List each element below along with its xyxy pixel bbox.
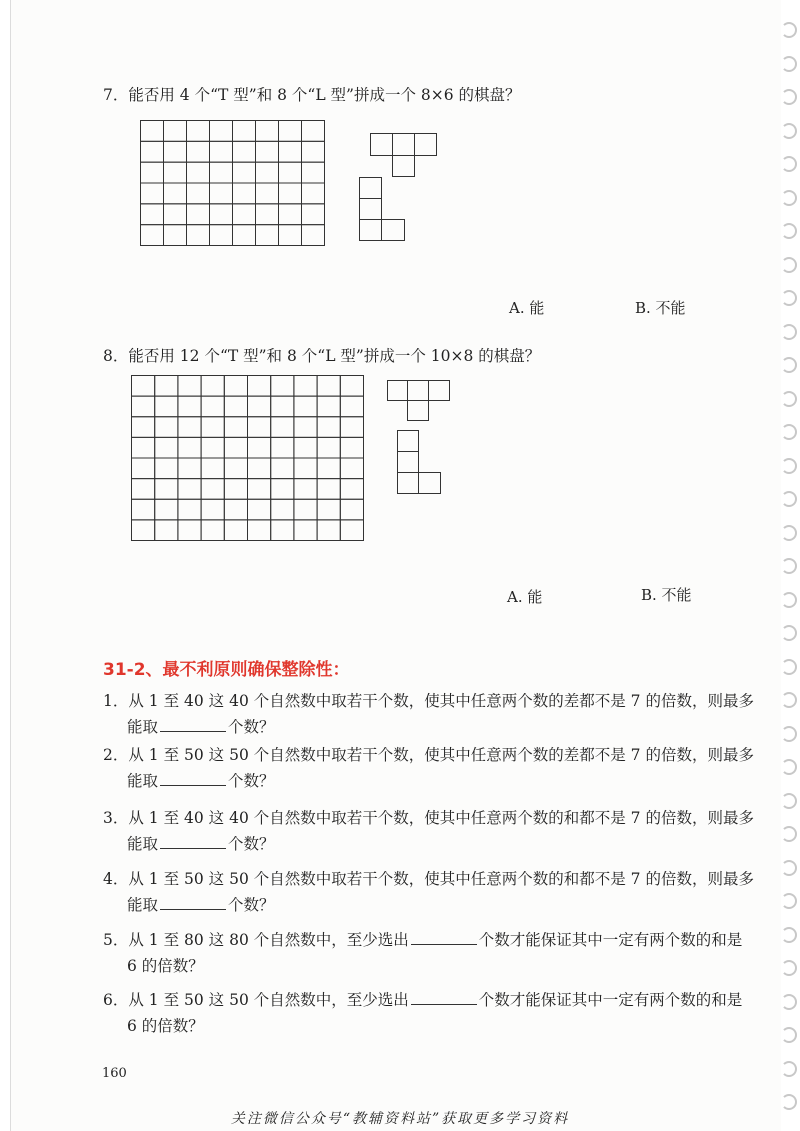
grid-cell xyxy=(178,499,201,520)
question-1-line2-pre: 能取 xyxy=(127,718,159,736)
question-5-line2: 6 的倍数？ xyxy=(127,957,204,975)
grid-cell xyxy=(164,225,187,246)
binder-ring xyxy=(781,156,797,172)
grid-cell xyxy=(317,499,340,520)
grid-cell xyxy=(187,162,210,183)
question-4 xyxy=(103,866,754,918)
t-piece-shape xyxy=(387,380,451,422)
grid-cell xyxy=(302,162,325,183)
binder-ring xyxy=(781,424,797,440)
grid-cell xyxy=(256,225,279,246)
binder-ring xyxy=(781,659,797,675)
question-1 xyxy=(103,688,754,740)
grid-cell xyxy=(141,141,164,162)
binder-ring xyxy=(781,525,797,541)
grid-cell xyxy=(317,417,340,438)
grid-cell xyxy=(155,479,178,500)
question-3-line1: 3．从 1 至 40 这 40 个自然数中取若干个数，使其中任意两个数的和都不是 7 的倍数，则最多 xyxy=(103,809,754,827)
grid-cell xyxy=(132,417,155,438)
grid-cell xyxy=(141,121,164,142)
grid-cell xyxy=(294,417,317,438)
grid-cell xyxy=(294,499,317,520)
answer-blank[interactable] xyxy=(160,715,226,732)
grid-cell xyxy=(164,183,187,204)
grid-cell xyxy=(294,479,317,500)
grid-cell xyxy=(256,121,279,142)
grid-8x6 xyxy=(140,120,325,246)
question-1-line1: 1．从 1 至 40 这 40 个自然数中取若干个数，使其中任意两个数的差都不是 7 的倍数，则最多 xyxy=(103,692,754,710)
question-5-line1-post: 个数才能保证其中一定有两个数的和是 xyxy=(478,931,743,949)
grid-cell xyxy=(178,396,201,417)
grid-cell xyxy=(279,183,302,204)
grid-cell xyxy=(271,520,294,541)
grid-cell xyxy=(210,141,233,162)
grid-cell xyxy=(201,417,224,438)
binder-ring xyxy=(781,826,797,842)
binder-ring xyxy=(781,223,797,239)
grid-cell xyxy=(317,376,340,397)
grid-cell xyxy=(317,458,340,479)
grid-cell xyxy=(141,183,164,204)
grid-cell xyxy=(201,520,224,541)
grid-cell xyxy=(155,376,178,397)
grid-cell xyxy=(132,437,155,458)
grid-cell xyxy=(233,225,256,246)
question-6-line1-post: 个数才能保证其中一定有两个数的和是 xyxy=(478,991,743,1009)
question-2-line1: 2．从 1 至 50 这 50 个自然数中取若干个数，使其中任意两个数的差都不是 7 的倍数，则最多 xyxy=(103,746,754,764)
question-3 xyxy=(103,805,754,857)
grid-cell xyxy=(279,204,302,225)
footer-note: 关注微信公众号“教辅资料站”获取更多学习资料 xyxy=(230,1111,570,1127)
question-4-line1: 4．从 1 至 50 这 50 个自然数中取若干个数，使其中任意两个数的和都不是 7 的倍数，则最多 xyxy=(103,870,754,888)
grid-cell xyxy=(201,396,224,417)
question-2-line2-pre: 能取 xyxy=(127,772,159,790)
binder-ring xyxy=(781,357,797,373)
grid-cell xyxy=(294,376,317,397)
grid-cell xyxy=(210,204,233,225)
grid-cell xyxy=(187,121,210,142)
grid-cell xyxy=(233,204,256,225)
grid-cell xyxy=(340,520,363,541)
binder-ring xyxy=(781,1094,797,1110)
binder-ring xyxy=(781,994,797,1010)
grid-cell xyxy=(178,520,201,541)
grid-cell xyxy=(256,204,279,225)
grid-cell xyxy=(248,396,271,417)
binder-ring xyxy=(781,290,797,306)
grid-cell xyxy=(141,162,164,183)
grid-cell xyxy=(302,225,325,246)
grid-cell xyxy=(248,458,271,479)
grid-cell xyxy=(224,499,247,520)
grid-cell xyxy=(271,396,294,417)
grid-cell xyxy=(279,121,302,142)
answer-blank[interactable] xyxy=(160,832,226,849)
grid-cell xyxy=(141,225,164,246)
grid-cell xyxy=(164,204,187,225)
grid-cell xyxy=(132,458,155,479)
l-piece-shape xyxy=(397,430,443,494)
grid-cell xyxy=(210,183,233,204)
grid-cell xyxy=(224,458,247,479)
grid-cell xyxy=(187,225,210,246)
grid-cell xyxy=(271,376,294,397)
grid-cell xyxy=(248,520,271,541)
grid-cell xyxy=(248,376,271,397)
question-7-option-b[interactable]: B. 不能 xyxy=(635,299,686,317)
answer-blank[interactable] xyxy=(160,893,226,910)
binder-ring xyxy=(781,491,797,507)
grid-cell xyxy=(256,183,279,204)
binder-ring xyxy=(781,89,797,105)
binder-ring xyxy=(781,391,797,407)
grid-cell xyxy=(187,183,210,204)
grid-cell xyxy=(233,183,256,204)
grid-cell xyxy=(132,396,155,417)
answer-blank[interactable] xyxy=(411,928,477,945)
question-4-line2-post: 个数？ xyxy=(228,896,275,914)
binder-ring xyxy=(781,726,797,742)
binder-ring xyxy=(781,860,797,876)
question-3-line2-post: 个数？ xyxy=(228,835,275,853)
question-8-text: 8．能否用 12 个“T 型”和 8 个“L 型”拼成一个 10×8 的棋盘？ xyxy=(103,347,541,365)
grid-cell xyxy=(340,437,363,458)
grid-cell xyxy=(141,204,164,225)
grid-cell xyxy=(155,499,178,520)
grid-cell xyxy=(132,499,155,520)
grid-cell xyxy=(224,417,247,438)
t-piece-shape xyxy=(370,133,438,177)
grid-cell xyxy=(271,499,294,520)
question-1-line2-post: 个数？ xyxy=(228,718,275,736)
grid-cell xyxy=(340,396,363,417)
grid-cell xyxy=(317,520,340,541)
grid-cell xyxy=(294,458,317,479)
binder-ring xyxy=(781,1061,797,1077)
grid-cell xyxy=(201,376,224,397)
question-7-text: 7．能否用 4 个“T 型”和 8 个“L 型”拼成一个 8×6 的棋盘？ xyxy=(103,86,521,104)
grid-cell xyxy=(294,396,317,417)
binder-ring xyxy=(781,592,797,608)
binder-ring xyxy=(781,558,797,574)
grid-cell xyxy=(224,396,247,417)
grid-cell xyxy=(248,479,271,500)
binder-ring xyxy=(781,793,797,809)
grid-cell xyxy=(279,162,302,183)
grid-cell xyxy=(340,458,363,479)
grid-cell xyxy=(187,204,210,225)
binder-ring xyxy=(781,190,797,206)
grid-cell xyxy=(317,396,340,417)
grid-10x8 xyxy=(131,375,364,541)
grid-cell xyxy=(340,479,363,500)
grid-cell xyxy=(155,458,178,479)
grid-cell xyxy=(224,437,247,458)
binder-ring xyxy=(781,257,797,273)
grid-cell xyxy=(317,437,340,458)
binder-ring xyxy=(781,927,797,943)
grid-cell xyxy=(233,121,256,142)
grid-cell xyxy=(201,499,224,520)
grid-cell xyxy=(178,417,201,438)
binder-ring xyxy=(781,759,797,775)
question-3-line2-pre: 能取 xyxy=(127,835,159,853)
binder-ring xyxy=(781,56,797,72)
question-6-line2: 6 的倍数？ xyxy=(127,1017,204,1035)
grid-cell xyxy=(271,458,294,479)
grid-cell xyxy=(224,479,247,500)
grid-cell xyxy=(279,225,302,246)
grid-cell xyxy=(132,520,155,541)
grid-cell xyxy=(155,520,178,541)
grid-cell xyxy=(210,121,233,142)
question-5-line1-pre: 5．从 1 至 80 这 80 个自然数中，至少选出 xyxy=(103,931,409,949)
grid-cell xyxy=(271,479,294,500)
grid-cell xyxy=(294,520,317,541)
grid-cell xyxy=(164,121,187,142)
grid-cell xyxy=(340,376,363,397)
section-title: 31-2、最不利原则确保整除性： xyxy=(103,660,350,680)
grid-cell xyxy=(164,162,187,183)
question-6-line1-pre: 6．从 1 至 50 这 50 个自然数中，至少选出 xyxy=(103,991,409,1009)
binder-ring xyxy=(781,692,797,708)
grid-cell xyxy=(248,437,271,458)
grid-cell xyxy=(155,437,178,458)
grid-cell xyxy=(178,458,201,479)
grid-cell xyxy=(233,141,256,162)
grid-cell xyxy=(201,458,224,479)
grid-cell xyxy=(302,141,325,162)
grid-cell xyxy=(256,162,279,183)
question-8-option-b[interactable]: B. 不能 xyxy=(641,586,692,604)
question-5 xyxy=(103,927,742,979)
binder-ring xyxy=(781,324,797,340)
binder-ring xyxy=(781,893,797,909)
page-number: 160 xyxy=(102,1066,127,1081)
grid-cell xyxy=(210,162,233,183)
question-7-option-a[interactable]: A. 能 xyxy=(509,299,545,317)
binder-ring xyxy=(781,458,797,474)
question-2-line2-post: 个数？ xyxy=(228,772,275,790)
grid-cell xyxy=(256,141,279,162)
grid-cell xyxy=(302,183,325,204)
grid-cell xyxy=(340,499,363,520)
grid-cell xyxy=(340,417,363,438)
binder-ring xyxy=(781,123,797,139)
grid-cell xyxy=(155,417,178,438)
grid-cell xyxy=(201,479,224,500)
grid-cell xyxy=(317,479,340,500)
grid-cell xyxy=(201,437,224,458)
grid-cell xyxy=(271,437,294,458)
answer-blank[interactable] xyxy=(411,988,477,1005)
grid-cell xyxy=(178,437,201,458)
grid-cell xyxy=(210,225,233,246)
binder-ring xyxy=(781,960,797,976)
grid-cell xyxy=(155,396,178,417)
answer-blank[interactable] xyxy=(160,769,226,786)
grid-cell xyxy=(178,479,201,500)
grid-cell xyxy=(164,141,187,162)
question-8-option-a[interactable]: A. 能 xyxy=(507,588,543,606)
grid-cell xyxy=(279,141,302,162)
grid-cell xyxy=(271,417,294,438)
grid-cell xyxy=(248,417,271,438)
question-6 xyxy=(103,987,742,1039)
binder-ring xyxy=(781,1027,797,1043)
grid-cell xyxy=(248,499,271,520)
grid-cell xyxy=(178,376,201,397)
grid-cell xyxy=(302,204,325,225)
grid-cell xyxy=(187,141,210,162)
grid-cell xyxy=(302,121,325,142)
question-2 xyxy=(103,742,754,794)
binder-ring xyxy=(781,625,797,641)
l-piece-shape xyxy=(359,177,407,241)
grid-cell xyxy=(233,162,256,183)
binder-ring xyxy=(781,22,797,38)
grid-cell xyxy=(294,437,317,458)
grid-cell xyxy=(224,376,247,397)
grid-cell xyxy=(132,376,155,397)
grid-cell xyxy=(132,479,155,500)
question-4-line2-pre: 能取 xyxy=(127,896,159,914)
grid-cell xyxy=(224,520,247,541)
